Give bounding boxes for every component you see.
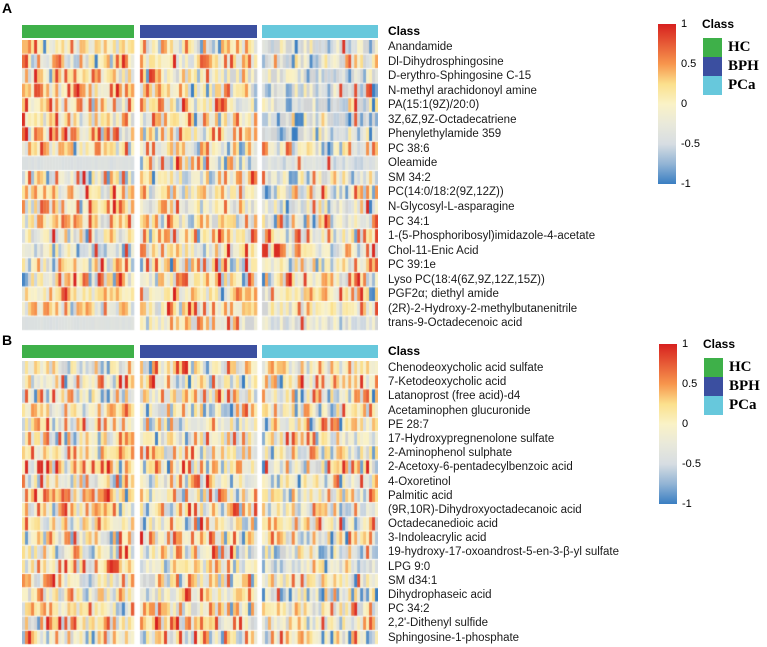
colorbar-a xyxy=(658,24,676,184)
legend-b xyxy=(651,334,767,534)
colorbar-tick: -0.5 xyxy=(681,138,700,150)
class-bar-segment-pca xyxy=(262,25,378,38)
row-label: PA(15:1(9Z)/20:0) xyxy=(388,99,480,112)
legend-class-item-pca xyxy=(703,76,759,95)
legend-class-label: PCa xyxy=(728,77,756,93)
row-header-b: Class xyxy=(388,344,421,358)
class-bar-segment-bph xyxy=(140,345,257,358)
row-label: Sphingosine-1-phosphate xyxy=(388,631,520,644)
legend-class-item-hc xyxy=(704,358,760,377)
row-label: Chol-11-Enic Acid xyxy=(388,244,479,257)
legend-color-swatch xyxy=(703,76,722,95)
row-label: PC(14:0/18:2(9Z,12Z)) xyxy=(388,186,504,199)
legend-class-items-b xyxy=(704,358,760,415)
legend-class-title-a: Class xyxy=(702,17,735,31)
legend-class-label: HC xyxy=(728,39,751,55)
row-label: (2R)-2-Hydroxy-2-methylbutanenitrile xyxy=(388,302,578,315)
row-label: LPG 9:0 xyxy=(388,560,431,573)
legend-class-items-a xyxy=(703,38,759,95)
legend-class-item-hc xyxy=(703,38,759,57)
row-label: 7-Ketodeoxycholic acid xyxy=(388,376,507,389)
colorbar-tick: 0 xyxy=(682,418,689,430)
row-label: PC 39:1e xyxy=(388,259,436,272)
row-labels-b xyxy=(388,361,619,645)
row-label: 3Z,6Z,9Z-Octadecatriene xyxy=(388,113,517,126)
legend-color-swatch xyxy=(703,38,722,57)
class-bar-segment-hc xyxy=(22,345,134,358)
row-label: Dl-Dihydrosphingosine xyxy=(388,55,504,68)
class-bar-segment-hc xyxy=(22,25,134,38)
row-label: Latanoprost (free acid)-d4 xyxy=(388,390,521,403)
legend-color-swatch xyxy=(704,396,723,415)
row-label: 17-Hydroxypregnenolone sulfate xyxy=(388,432,555,445)
legend-color-swatch xyxy=(703,57,722,76)
legend-class-title-b: Class xyxy=(703,337,736,351)
legend-class-item-bph xyxy=(703,57,759,76)
heatmap-b xyxy=(22,361,378,645)
row-label: N-methyl arachidonoyl amine xyxy=(388,84,537,97)
colorbar-tick: 0.5 xyxy=(681,58,697,70)
legend-color-swatch xyxy=(704,377,723,396)
legend-class-item-bph xyxy=(704,377,760,396)
legend-class-item-pca xyxy=(704,396,760,415)
row-label: PGF2α; diethyl amide xyxy=(388,288,499,301)
row-label: 2,2'-Dithenyl sulfide xyxy=(388,617,488,630)
colorbar-tick: 1 xyxy=(682,338,689,350)
row-label: Acetaminophen glucuronide xyxy=(388,404,531,417)
colorbar-tick: -1 xyxy=(681,178,691,190)
row-label: D-erythro-Sphingosine C-15 xyxy=(388,70,532,83)
class-bar-segment-pca xyxy=(262,345,378,358)
row-label: SM d34:1 xyxy=(388,574,438,587)
row-label: Dihydrophaseic acid xyxy=(388,589,492,601)
row-label: Phenylethylamide 359 xyxy=(388,128,502,141)
row-label: Lyso PC(18:4(6Z,9Z,12Z,15Z)) xyxy=(388,273,545,286)
legend-a xyxy=(650,14,767,214)
row-label: 3-Indoleacrylic acid xyxy=(388,532,487,545)
row-label: Chenodeoxycholic acid sulfate xyxy=(388,362,544,374)
row-label: N-Glycosyl-L-asparagine xyxy=(388,201,515,214)
row-label: SM 34:2 xyxy=(388,171,431,184)
legend-class-label: BPH xyxy=(729,378,760,394)
row-label: 1-(5-Phosphoribosyl)imidazole-4-acetate xyxy=(388,230,596,243)
row-label: Anandamide xyxy=(388,41,453,53)
colorbar-tick: 0.5 xyxy=(682,378,698,390)
row-label: PC 38:6 xyxy=(388,142,430,155)
colorbar-b xyxy=(659,344,677,504)
row-label: 2-Acetoxy-6-pentadecylbenzoic acid xyxy=(388,461,573,474)
legend-class-label: BPH xyxy=(728,58,759,74)
colorbar-tick: -1 xyxy=(682,498,692,510)
row-label: PC 34:1 xyxy=(388,215,430,228)
colorbar-tick: -0.5 xyxy=(682,458,701,470)
row-label: 2-Aminophenol sulphate xyxy=(388,447,513,460)
legend-class-label: PCa xyxy=(729,397,757,413)
row-header-a: Class xyxy=(388,24,421,38)
row-label: PC 34:2 xyxy=(388,603,430,616)
class-bar-segment-bph xyxy=(140,25,257,38)
legend-class-label: HC xyxy=(729,359,752,375)
heatmap-a xyxy=(22,40,378,331)
row-label: PE 28:7 xyxy=(388,418,429,431)
row-label: trans-9-Octadecenoic acid xyxy=(388,317,523,330)
colorbar-tick: 0 xyxy=(681,98,688,110)
colorbar-tick: 1 xyxy=(681,18,688,30)
panel-b-letter: B xyxy=(2,332,13,348)
row-label: Palmitic acid xyxy=(388,489,453,502)
row-label: (9R,10R)-Dihydroxyoctadecanoic acid xyxy=(388,503,582,516)
row-label: Octadecanedioic acid xyxy=(388,518,498,531)
row-label: Oleamide xyxy=(388,157,438,170)
row-label: 4-Oxoretinol xyxy=(388,475,451,488)
row-label: 19-hydroxy-17-oxoandrost-5-en-3-β-yl sulfate xyxy=(388,546,619,559)
row-labels-a xyxy=(388,40,595,331)
panel-a-letter: A xyxy=(2,0,13,16)
legend-color-swatch xyxy=(704,358,723,377)
